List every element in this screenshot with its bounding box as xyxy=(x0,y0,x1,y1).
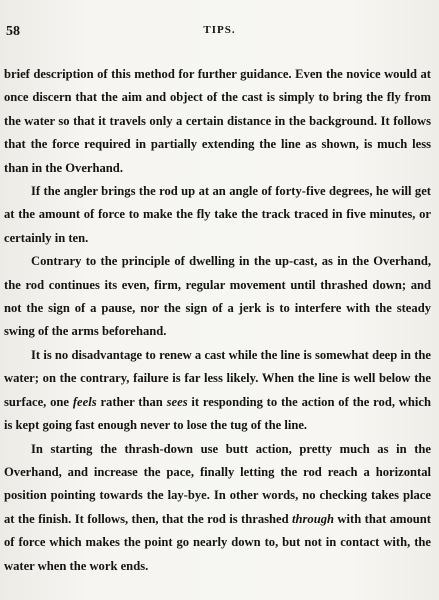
text-segment: In starting the thrash-down use butt action, pretty much as in the Overhand, and increase the pace, finally letting the rod reach a horizontal position pointing towards the lay-bye. In other words, no checking takes place at the finish. It follows, then, that the rod is thrashed xyxy=(4,441,431,526)
page-number: 58 xyxy=(6,24,20,39)
italic-text: feels xyxy=(72,394,97,409)
paragraph xyxy=(4,180,431,250)
text-segment: If the angler brings the rod up at an angle of forty-five degrees, he will get at the amount of force to make the fly take the track traced in five minutes, or certainly in ten. xyxy=(4,184,431,245)
paragraph xyxy=(4,438,431,578)
italic-text: sees xyxy=(166,394,188,409)
italic-text: through xyxy=(292,511,335,526)
paragraph xyxy=(4,250,431,344)
text-segment: brief description of this method for further guidance. Even the novice would at once discern that the aim and object of the cast is simply to bring the fly from the water so that it travels only a certain distance in the background. It follows that the force required in partially extending the line as shown, is much less than in the Overhand. xyxy=(4,67,431,175)
paragraph xyxy=(4,344,431,438)
text-segment: with that amount of force which makes the point go nearly down to, but not in contact with, the water when the work ends. xyxy=(4,511,431,573)
paragraph xyxy=(4,63,431,180)
running-head: TIPS. xyxy=(203,24,236,36)
body-text xyxy=(4,63,431,578)
page-header xyxy=(0,24,439,44)
text-segment: It is no disadvantage to renew a cast while the line is somewhat deep in the water; on the contrary, failure is far less likely. When the line is well below the surface, one xyxy=(4,347,431,409)
text-segment: it responding to the action of the rod, which is kept going fast enough never to lose the tug of the line. xyxy=(4,394,432,433)
text-segment: Contrary to the principle of dwelling in the up-cast, as in the Overhand, the rod continues its even, firm, regular movement until thrashed down; and not the sign of a pause, nor the sign of a jerk is to interfere with the steady swing of the arms beforehand. xyxy=(4,254,431,339)
text-segment: rather than xyxy=(96,394,167,409)
